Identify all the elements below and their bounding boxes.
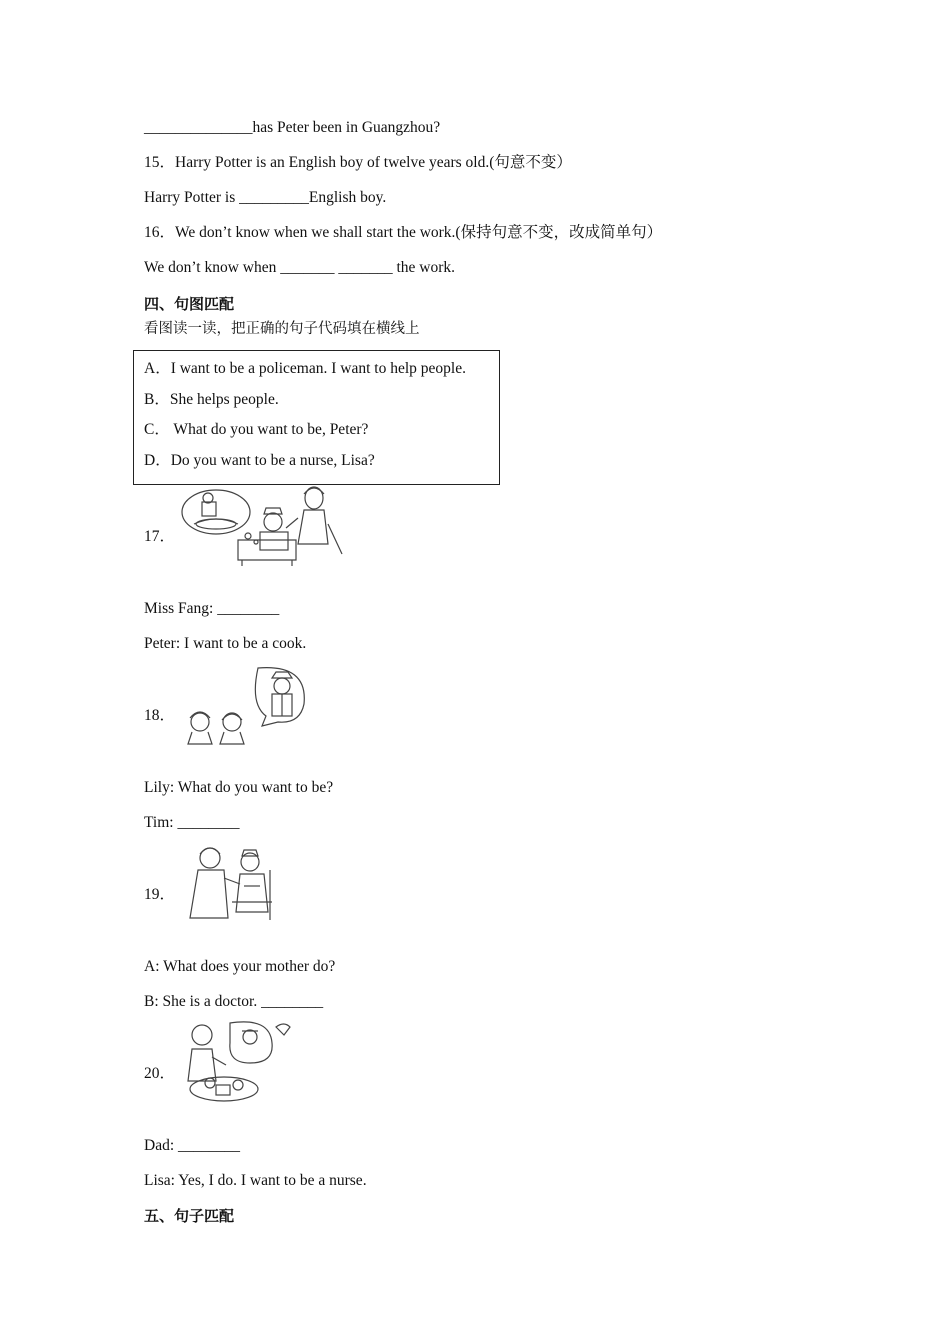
- question-19-line-1: A: What does your mother do?: [144, 958, 336, 975]
- question-14-answer-line: ______________has Peter been in Guangzhou?: [144, 119, 441, 136]
- question-17-number: 17．: [144, 528, 176, 545]
- question-18-line-1: Lily: What do you want to be?: [144, 779, 334, 796]
- cook-dream-illustration: [178, 484, 350, 568]
- question-15: 15．Harry Potter is an English boy of twelve years old.(句意不变）: [144, 154, 572, 171]
- question-17-line-1: Miss Fang: ________: [144, 600, 280, 617]
- question-15-answer-line: Harry Potter is _________English boy.: [144, 189, 387, 206]
- question-20-number: 20．: [144, 1065, 176, 1082]
- question-19-number: 19．: [144, 886, 176, 903]
- choice-a: A．I want to be a policeman. I want to help people.: [144, 360, 466, 377]
- question-17-line-2: Peter: I want to be a cook.: [144, 635, 307, 652]
- choice-box: [133, 350, 500, 485]
- question-16-answer-line: We don’t know when _______ _______ the work.: [144, 259, 456, 276]
- section-4-title: 四、句图匹配: [144, 295, 235, 313]
- question-19-line-2: B: She is a doctor. ________: [144, 993, 324, 1010]
- question-20-line-1: Dad: ________: [144, 1137, 241, 1154]
- doctor-illustration: [184, 842, 274, 922]
- question-16: 16．We don’t know when we shall start the work.(保持句意不变，改成简单句）: [144, 224, 663, 241]
- question-18-line-2: Tim: ________: [144, 814, 240, 831]
- section-5-title: 五、句子匹配: [144, 1207, 235, 1225]
- section-4-instruction: 看图读一读，把正确的句子代码填在横线上: [144, 321, 420, 337]
- policeman-dream-illustration: [178, 664, 312, 748]
- choice-d: D．Do you want to be a nurse, Lisa?: [144, 452, 375, 469]
- question-20-line-2: Lisa: Yes, I do. I want to be a nurse.: [144, 1172, 367, 1189]
- nurse-dream-illustration: [180, 1019, 296, 1105]
- choice-b: B．She helps people.: [144, 391, 279, 408]
- question-18-number: 18．: [144, 707, 176, 724]
- choice-c: C． What do you want to be, Peter?: [144, 421, 369, 438]
